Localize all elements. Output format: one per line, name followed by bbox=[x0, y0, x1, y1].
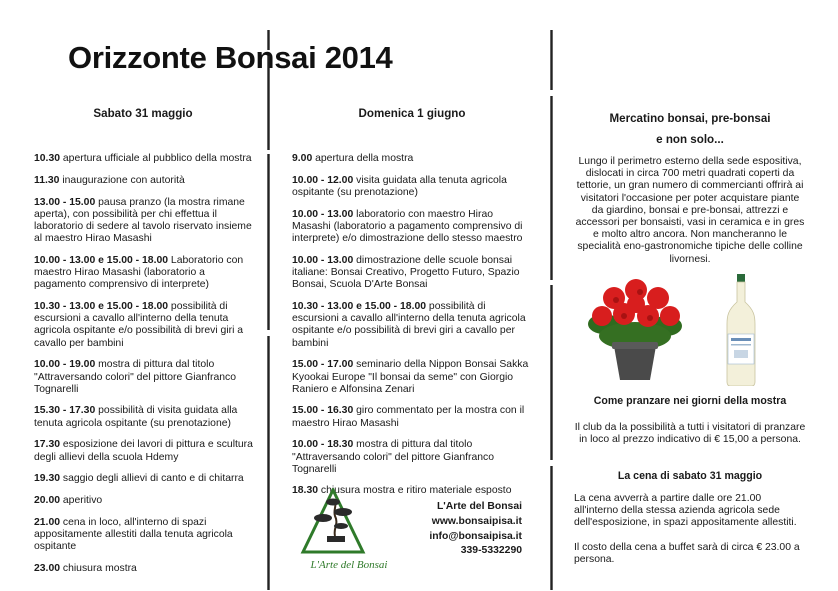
entry-time: 10.30 bbox=[34, 153, 61, 165]
geranium-image bbox=[584, 276, 686, 386]
lunch-heading: Come pranzare nei giorni della mostra bbox=[593, 395, 787, 407]
schedule-entry bbox=[292, 301, 532, 350]
entry-time: 10.00 - 19.00 bbox=[34, 359, 96, 371]
sunday-schedule bbox=[292, 153, 532, 497]
schedule-entry bbox=[292, 439, 532, 476]
schedule-entry bbox=[34, 255, 256, 292]
entry-time: 21.00 bbox=[34, 516, 61, 528]
entry-time: 10.00 - 18.30 bbox=[292, 439, 354, 451]
schedule-entry bbox=[34, 175, 256, 187]
sunday-column bbox=[292, 108, 532, 507]
entry-text: chiusura mostra e ritiro materiale esposto bbox=[318, 485, 512, 497]
entry-text: mostra di pittura dal titolo "Attraversando colori" del pittore Gianfranco Tognarelli bbox=[34, 359, 237, 395]
entry-time: 11.30 bbox=[34, 174, 60, 186]
column-divider bbox=[267, 30, 270, 590]
schedule-entry bbox=[292, 405, 532, 429]
entry-time: 15.30 - 17.30 bbox=[34, 405, 96, 417]
entry-time: 23.00 bbox=[34, 562, 61, 574]
entry-time: 10.00 - 12.00 bbox=[292, 174, 354, 186]
sunday-heading: Domenica 1 giugno bbox=[358, 107, 466, 120]
entry-time: 13.00 - 15.00 bbox=[34, 196, 96, 208]
entry-text: laboratorio con maestro Hirao Masashi (laboratorio a pagamento comprensivo di interprete) e/o dimostrazione dello stesso maestro bbox=[292, 208, 523, 245]
contact-name: L'Arte del Bonsai bbox=[436, 501, 522, 512]
schedule-entry bbox=[292, 153, 532, 165]
entry-text: possibilità di escursioni a cavallo all'interno della tenuta agricola ospitante e/o possibilità di brevi giri a cavallo per bambini bbox=[292, 301, 526, 349]
phone-number: 339-5332290 bbox=[460, 545, 522, 557]
entry-text: dimostrazione delle scuole bonsai italiane: Bonsai Creativo, Progetto Futuro, Spazio Bonsai, Scuola D'Arte Bonsai bbox=[292, 254, 520, 291]
entry-time: 10.00 - 13.00 bbox=[292, 208, 354, 220]
saturday-column bbox=[34, 108, 256, 584]
lunch-text: Il club da la possibilità a tutti i visitatori di pranzare in loco al prezzo indicativo di € 15,00 a persona. bbox=[574, 422, 806, 446]
dinner-price: Il costo della cena a buffet sarà di circa € 23.00 a persona. bbox=[574, 542, 800, 566]
schedule-entry bbox=[34, 563, 256, 575]
entry-time: 19.30 bbox=[34, 473, 61, 485]
schedule-entry bbox=[292, 359, 532, 396]
schedule-entry bbox=[34, 405, 256, 429]
entry-time: 10.30 - 13.00 e 15.00 - 18.00 bbox=[292, 301, 427, 313]
entry-time: 10.30 - 13.00 e 15.00 - 18.00 bbox=[34, 301, 169, 313]
saturday-schedule bbox=[34, 153, 256, 575]
schedule-entry bbox=[34, 153, 256, 165]
schedule-entry bbox=[34, 359, 256, 396]
entry-time: 17.30 bbox=[34, 439, 61, 451]
dinner-text: La cena avverrà a partire dalle ore 21.00 all'interno della stessa azienda agricola sede dell'esposizione, in spazi appositamente allestiti. bbox=[574, 493, 797, 529]
entry-text: visita guidata alla tenuta agricola ospitante (su prenotazione) bbox=[292, 174, 507, 199]
schedule-entry bbox=[34, 197, 256, 246]
entry-text: apertura della mostra bbox=[312, 153, 414, 165]
entry-text: seminario della Nippon Bonsai Sakka Kyookai Europe "Il bonsai da seme" con Giorgio Raniero e Alfonsina Zenari bbox=[292, 359, 529, 395]
bonsai-logo bbox=[299, 488, 401, 572]
entry-time: 15.00 - 17.00 bbox=[292, 359, 354, 371]
market-heading-line1: Mercatino bonsai, pre-bonsai bbox=[609, 112, 771, 125]
entry-text: aperitivo bbox=[60, 494, 103, 506]
entry-time: 20.00 bbox=[34, 494, 61, 506]
entry-text: Laboratorio con maestro Hirao Masashi (laboratorio a pagamento comprensivo di interprete) bbox=[34, 254, 244, 291]
schedule-entry bbox=[34, 301, 256, 350]
entry-text: chiusura mostra bbox=[60, 562, 137, 574]
entry-text: saggio degli allievi di canto e di chitarra bbox=[60, 473, 244, 485]
entry-time: 10.00 - 13.00 bbox=[292, 254, 354, 266]
market-description: Lungo il perimetro esterno della sede espositiva, dislocati in circa 700 metri quadrati coperti da tettorie, un gran numero di commercianti offrirà ai visitatori l'occasione per poter acquistare piante da giardino, bonsai e pre-bonsai, attrezzi e accessori per bonsaisti, vasi in ceramica e in gres e molto altro ancora. Non mancheranno le specialità eno-gastronomiche tipiche delle colline livornesi. bbox=[575, 156, 805, 265]
schedule-entry bbox=[34, 439, 256, 463]
schedule-entry bbox=[292, 175, 532, 199]
entry-time: 9.00 bbox=[292, 153, 313, 165]
website-link[interactable]: www.bonsaipisa.it bbox=[431, 515, 522, 527]
market-heading bbox=[574, 108, 806, 150]
page-title: Orizzonte Bonsai 2014 bbox=[68, 40, 393, 75]
entry-time: 15.00 - 16.30 bbox=[292, 405, 354, 417]
entry-text: mostra di pittura dal titolo "Attraversando colori" del pittore Gianfranco Tognarelli bbox=[292, 439, 495, 475]
schedule-entry bbox=[34, 495, 256, 507]
entry-text: possibilità di visita guidata alla tenuta agricola ospitante (su prenotazione) bbox=[34, 405, 238, 429]
schedule-entry bbox=[292, 209, 532, 246]
wine-bottle-image bbox=[724, 274, 758, 386]
schedule-entry bbox=[34, 517, 256, 554]
email-link[interactable]: info@bonsaipisa.it bbox=[429, 530, 522, 542]
market-heading-line2: e non solo... bbox=[656, 133, 724, 146]
market-column bbox=[574, 108, 806, 266]
entry-text: inaugurazione con autorità bbox=[59, 174, 185, 186]
logo-caption: L'Arte del Bonsai bbox=[310, 559, 388, 571]
entry-text: cena in loco, all'interno di spazi appositamente allestiti dalla tenuta agricola ospitante bbox=[34, 516, 233, 553]
entry-text: giro commentato per la mostra con il maestro Hirao Masashi bbox=[292, 405, 525, 429]
schedule-entry bbox=[292, 255, 532, 292]
entry-text: esposizione dei lavori di pittura e scultura degli allievi della scuola Hdemy bbox=[34, 439, 253, 463]
saturday-heading: Sabato 31 maggio bbox=[93, 107, 193, 120]
entry-text: apertura ufficiale al pubblico della mostra bbox=[60, 153, 252, 165]
entry-time: 18.30 bbox=[292, 485, 319, 497]
schedule-entry bbox=[34, 473, 256, 485]
dinner-heading: La cena di sabato 31 maggio bbox=[617, 470, 763, 482]
entry-text: pausa pranzo (la mostra rimane aperta), con possibilità per chi effettua il laboratorio di sedere al tavolo riservato insieme al maestro Hirao Masashi bbox=[34, 196, 252, 245]
contact-block bbox=[418, 500, 522, 559]
entry-time: 10.00 - 13.00 e 15.00 - 18.00 bbox=[34, 254, 169, 266]
entry-text: possibilità di escursioni a cavallo all'interno della tenuta agricola ospitante e/o possibilità di brevi giri a cavallo per bambini bbox=[34, 301, 244, 349]
column-divider bbox=[550, 30, 553, 590]
